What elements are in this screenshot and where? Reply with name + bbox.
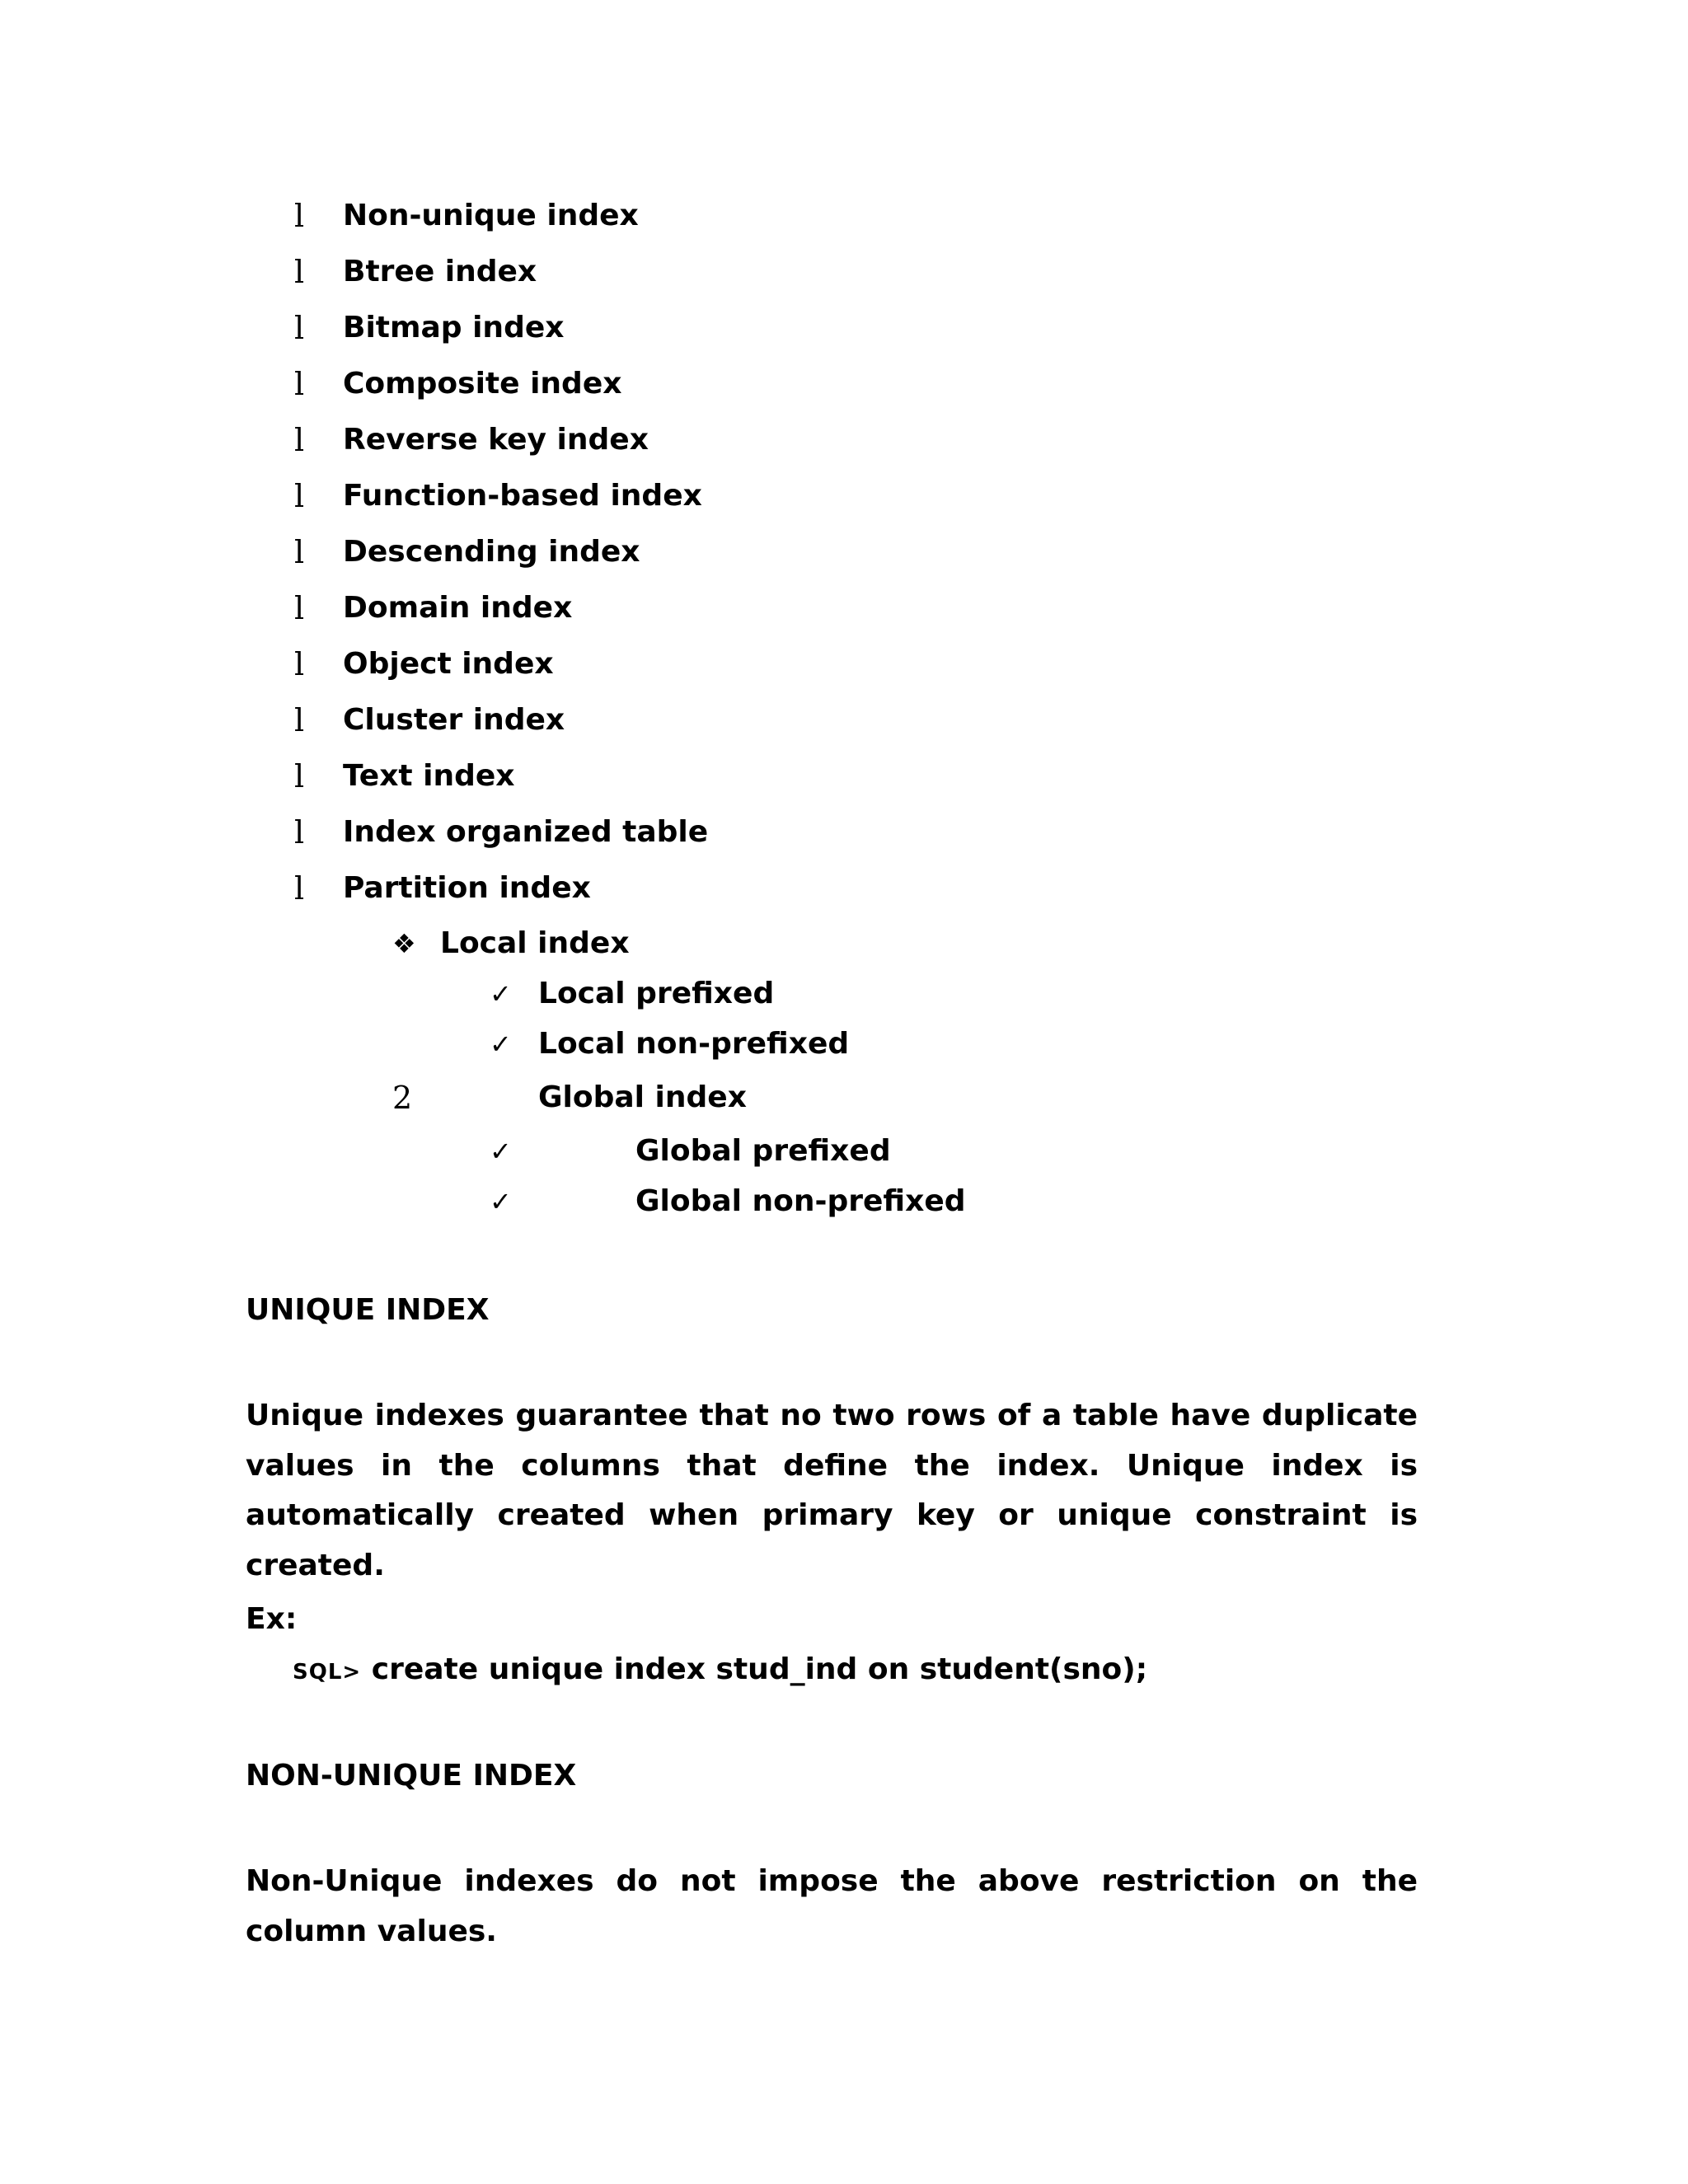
bullet-marker: l	[294, 310, 305, 346]
check-icon: ✓	[490, 978, 512, 1010]
local-prefixed-label: Local prefixed	[538, 977, 775, 1010]
sql-example	[293, 1645, 1147, 1697]
bullet-marker: l	[294, 254, 305, 290]
check-icon: ✓	[490, 1029, 512, 1060]
list-item-label: Partition index	[343, 871, 591, 905]
list-item-label: Domain index	[343, 591, 573, 625]
number-marker: 2	[392, 1080, 413, 1116]
check-icon: ✓	[490, 1186, 512, 1217]
bullet-marker: l	[294, 814, 305, 851]
list-item-label: Object index	[343, 647, 554, 681]
list-item-label: Composite index	[343, 367, 622, 401]
global-index-label: Global index	[538, 1080, 747, 1114]
bullet-marker: l	[294, 646, 305, 682]
bullet-marker: l	[294, 478, 305, 514]
list-item-label: Function-based index	[343, 479, 702, 513]
list-item-label: Reverse key index	[343, 423, 649, 457]
local-non-prefixed-label: Local non-prefixed	[538, 1027, 850, 1061]
list-item-label: Cluster index	[343, 703, 565, 737]
unique-index-heading: UNIQUE INDEX	[246, 1293, 490, 1327]
bullet-marker: l	[294, 198, 305, 234]
check-icon: ✓	[490, 1136, 512, 1167]
local-index-label: Local index	[440, 926, 630, 960]
bullet-marker: l	[294, 702, 305, 738]
bullet-marker: l	[294, 422, 305, 458]
non-unique-index-paragraph: Non-Unique indexes do not impose the above restriction on the column values.	[246, 1864, 1418, 1948]
global-non-prefixed-label: Global non-prefixed	[635, 1184, 966, 1218]
bullet-marker: l	[294, 366, 305, 402]
unique-index-paragraph: Unique indexes guarantee that no two rows of a table have duplicate values in the columns that define the index. Unique index is automatically created when primary key or unique constraint is created.	[246, 1399, 1418, 1582]
list-item-label: Descending index	[343, 535, 640, 569]
list-item-label: Bitmap index	[343, 311, 565, 344]
bullet-marker: l	[294, 534, 305, 570]
global-prefixed-label: Global prefixed	[635, 1134, 891, 1168]
bullet-marker: l	[294, 758, 305, 794]
sql-statement: create unique index stud_ind on student(sno);	[371, 1652, 1148, 1686]
bullet-marker: l	[294, 870, 305, 907]
list-item-label: Btree index	[343, 255, 537, 288]
example-label: Ex:	[246, 1602, 298, 1636]
non-unique-index-heading: NON-UNIQUE INDEX	[246, 1759, 577, 1793]
sql-prompt: SQL>	[293, 1660, 362, 1685]
list-item-label: Non-unique index	[343, 199, 639, 232]
diamond-bullet-icon: ❖	[392, 928, 416, 959]
list-item-label: Text index	[343, 759, 515, 793]
bullet-marker: l	[294, 590, 305, 626]
list-item-label: Index organized table	[343, 815, 709, 849]
